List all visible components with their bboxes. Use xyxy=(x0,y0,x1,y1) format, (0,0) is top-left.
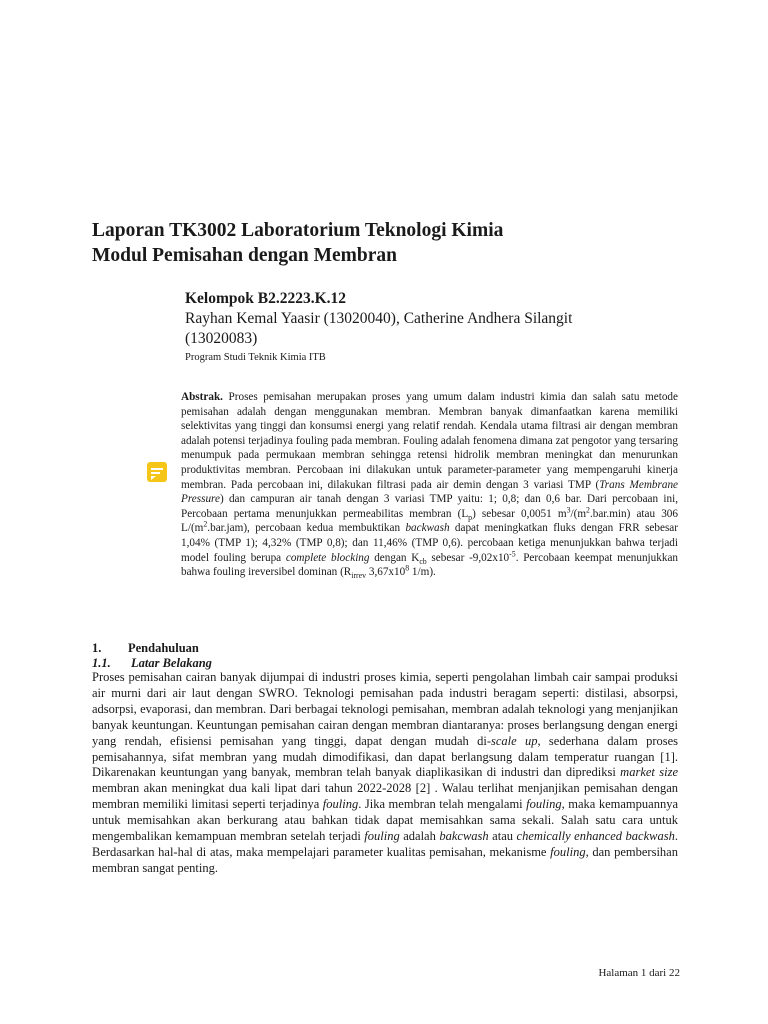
body-text: membran akan meningkat dua kali lipat dari tahun 2022-2028 [2] . Walau terlihat menjanjikan pemisahan dengan membran memiliki limitasi seperti terjadinya xyxy=(92,781,678,812)
abstract-text: 1/m). xyxy=(409,566,436,579)
body-term: market size xyxy=(620,765,678,780)
abstract-text: .bar.min) atau 306 L/(m xyxy=(181,507,678,535)
title-line-1: Laporan TK3002 Laboratorium Teknologi Kimia xyxy=(92,220,504,241)
abstract-text: .bar.jam), percobaan kedua membuktikan xyxy=(207,522,406,535)
abstract-text: dengan K xyxy=(369,551,420,564)
body-term: fouling xyxy=(364,829,400,844)
abstract-subscript: p xyxy=(468,512,473,522)
abstract-superscript: 8 xyxy=(405,563,410,573)
abstract-text: 3,67x10 xyxy=(366,566,406,579)
abstract-text: . Percobaan keempat menunjukkan bahwa fouling ireversibel dominan (R xyxy=(181,551,679,579)
document-title xyxy=(92,218,503,268)
affiliation: Program Studi Teknik Kimia ITB xyxy=(185,352,326,363)
abstract-text: dapat meningkatkan fluks dengan FRR sebesar 1,04% (TMP 1); 4,32% (TMP 0,8); dan 11,46% (TMP 0,6). percobaan ketiga menunjukkan bahwa terjadi model fouling berupa xyxy=(181,522,678,564)
body-text: . Berdasarkan hal-hal di atas, maka mempelajari parameter kualitas pemisahan, mekanisme xyxy=(92,829,678,859)
subsection-number: 1.1. xyxy=(92,656,111,670)
body-term: fouling xyxy=(526,797,562,812)
body-term: bakcwash xyxy=(439,829,489,844)
section-heading xyxy=(92,640,199,656)
subsection-title: Latar Belakang xyxy=(131,656,212,670)
abstract-superscript: 2 xyxy=(586,505,590,515)
body-term: fouling xyxy=(550,844,586,859)
abstract-term: complete blocking xyxy=(285,551,370,564)
page-footer: Halaman 1 dari 22 xyxy=(598,967,680,979)
body-text: Proses pemisahan cairan banyak dijumpai di industri proses kimia, seperti pengolahan limbah cair sampai produksi air murni dari air laut dengan SWRO. Teknologi pemisahan pada industri beragam seperti: distilasi, absorpsi, adsorpsi, evaporasi, dan membran. Dari berbagai teknologi pemisahan, membran adalah teknologi yang menjanjikan banyak keuntungan. Keuntungan pemisahan cairan dengan membran diantaranya: proses berlangsung dengan energi yang rendah, efisiensi pemisahan yang tinggi, dapat dengan mudah di- xyxy=(92,670,678,748)
body-text: adalah xyxy=(399,829,440,844)
abstract-term: backwash xyxy=(405,522,450,535)
section-title: Pendahuluan xyxy=(128,641,199,655)
body-text: atau xyxy=(488,829,517,844)
abstract-text: /(m xyxy=(570,507,587,520)
abstract-label: Abstrak. xyxy=(181,391,223,403)
body-term: chemically enhanced backwash xyxy=(516,829,675,844)
abstract-term: Trans Membrane Pressure xyxy=(181,478,678,506)
section-number: 1. xyxy=(92,641,102,655)
abstract-superscript: -5 xyxy=(509,548,516,558)
abstract-text: ) sebesar 0,0051 m xyxy=(472,507,567,520)
abstract-subscript: cb xyxy=(419,556,427,566)
comment-note-icon[interactable] xyxy=(146,461,168,483)
subsection-heading xyxy=(92,655,212,671)
abstract-text: ) dan campuran air tanah dengan 3 variasi TMP yaitu: 1; 0,8; dan 0,6 bar. Dari percobaan ini, Percobaan pertama menunjukkan permeabilitas membran (L xyxy=(181,493,678,520)
abstract-text: sebesar -9,02x10 xyxy=(426,551,510,564)
body-text: , dan pembersihan membran sangat penting. xyxy=(92,844,678,875)
abstract-paragraph xyxy=(181,390,678,580)
abstract-subscript: irrev xyxy=(351,571,367,581)
abstract-superscript: 2 xyxy=(203,519,208,529)
body-text: , maka kemampuannya untuk memisahkan akan berkurang atau bahkan tidak dapat memisahkan sama sekali. Salah satu cara untuk mengembalikan kemampuan membran setelah terjadi xyxy=(92,797,678,844)
body-paragraph xyxy=(92,670,678,877)
title-line-2: Modul Pemisahan dengan Membran xyxy=(92,245,397,266)
authors-line-1: Rayhan Kemal Yaasir (13020040), Catherine Andhera Silangit xyxy=(185,310,573,327)
body-term: scale up xyxy=(491,733,538,748)
authors-line-2: (13020083) xyxy=(185,330,258,347)
author-names xyxy=(185,309,685,349)
authors-block xyxy=(185,289,685,365)
body-term: fouling xyxy=(322,797,359,812)
body-text: . Jika membran telah mengalami xyxy=(358,797,527,812)
group-name: Kelompok B2.2223.K.12 xyxy=(185,290,347,307)
abstract-text: Proses pemisahan merupakan proses yang umum dalam industri kimia dan salah satu metode pemisahan adalah dengan menggunakan membran. Membran banyak dimanfaatkan karena memiliki selektivitas yang tinggi dan konsumsi energi yang relatif rendah. Kendala utama filtrasi air dengan membran adalah potensi terjadinya fouling pada membran. Fouling adalah fenomena dimana zat pengotor yang tersaring menumpuk pada permukaan membran sehingga retensi hidrolik membran meningkat dan menurunkan produktivitas membran. Percobaan ini dilakukan untuk parameter-parameter yang mempengaruhi kinerja membran. Pada percobaan ini, dilakukan filtrasi pada air demin dengan 3 variasi TMP ( xyxy=(181,391,678,491)
abstract-superscript: 3 xyxy=(566,505,571,515)
body-text: , sederhana dalam proses pemisahannya, sifat membran yang mudah dimodifikasi, dan dapat berlangsung dalam temperatur ruangan [1]. Dikarenakan keuntungan yang banyak, membran telah banyak diaplikasikan di industri dan diprediksi xyxy=(92,733,679,780)
comment-note-icon-graphic xyxy=(146,461,168,483)
